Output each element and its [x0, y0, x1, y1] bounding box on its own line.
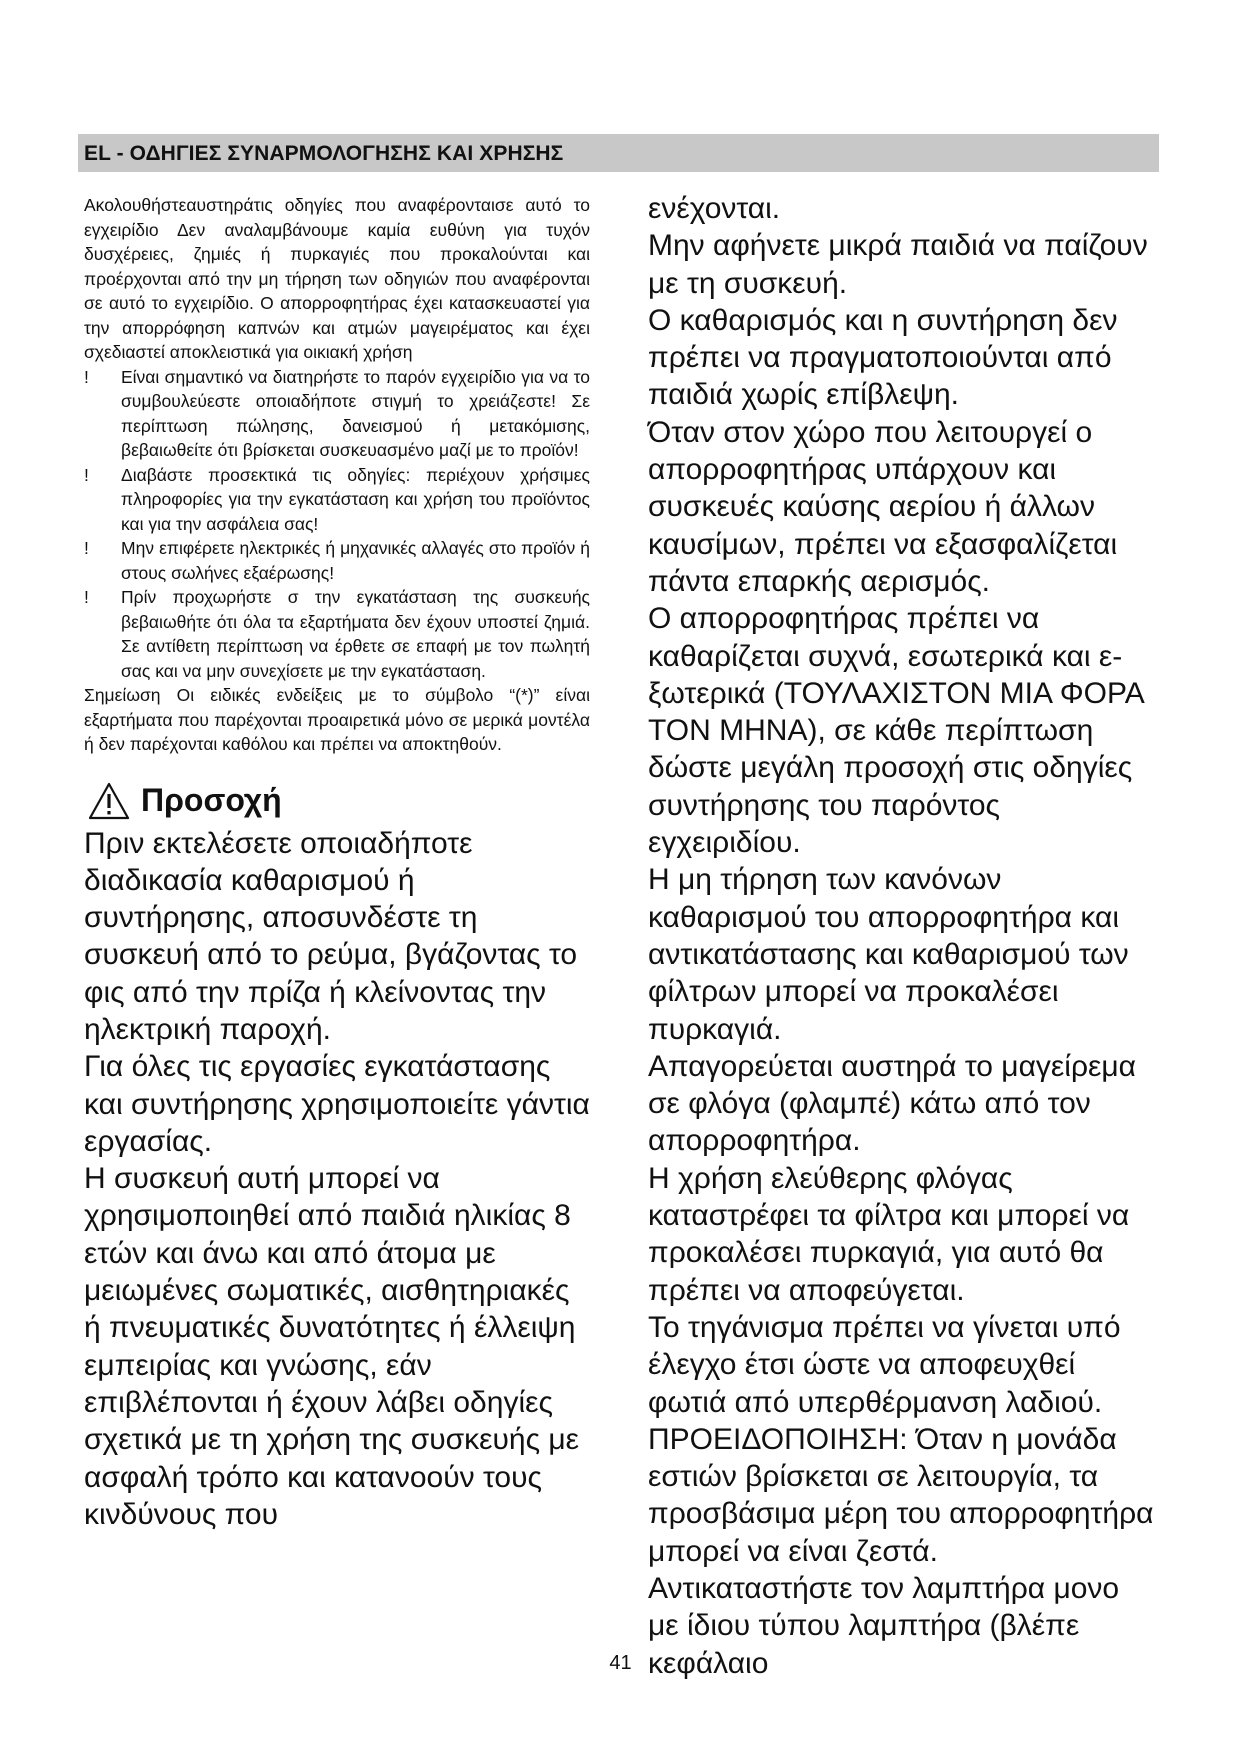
- caution-paragraph: Για όλες τις εργασίες εγκατάστασης και συντήρησης χρησιμοποιείτε γάντια εργασίας.: [84, 1050, 590, 1158]
- safety-paragraph: Απαγορεύεται αυστηρά το μαγείρεμα σε φλόγα (φλαμπέ) κάτω από τον απορροφητήρα.: [648, 1049, 1137, 1158]
- safety-paragraph: Μην αφήνετε μικρά παιδιά να παίζουν με τη συσκευή.: [648, 229, 1148, 300]
- section-title: EL - ΟΔΗΓΙΕΣ ΣΥΝΑΡΜΟΛΟΓΗΣΗΣ ΚΑΙ ΧΡΗΣΗΣ: [84, 142, 564, 165]
- section-header: [78, 134, 1159, 172]
- exclamation-marker: !: [84, 366, 89, 387]
- safety-paragraph: ΠΡΟΕΙΔΟΠΟΙΗΣΗ: Όταν η μονάδα εστιών βρίσκεται σε λειτουργία, τα προσβάσιμα μέρη του απορροφητήρα μπορεί να είναι ζεστά.: [648, 1422, 1154, 1568]
- safety-paragraph: Ο απορροφητήρας πρέπει να καθαρίζεται συχνά, εσωτερικά και ε-ξωτερικά (ΤΟΥΛΑΧΙΣΤΟΝ ΜΙΑ ΦΟΡΑ ΤΟΝ ΜΗΝΑ), σε κάθε περίπτωση δώστε μεγάλη προσοχή στις οδηγίες συντήρησης του παρόντος εγχειριδίου.: [648, 602, 1144, 860]
- list-item-text: Διαβάστε προσεκτικά τις οδηγίες: περιέχουν χρήσιμες πληροφορίες για την εγκατάσταση και χρήση του προϊόντος και για την ασφάλεια σας!: [121, 464, 590, 534]
- list-item: [84, 585, 590, 683]
- safety-paragraph: Το τηγάνισμα πρέπει να γίνεται υπό έλεγχο έτσι ώστε να αποφευχθεί φωτιά από υπερθέρμανση λαδιού.: [648, 1310, 1121, 1419]
- caution-paragraph: Η συσκευή αυτή μπορεί να χρησιμοποιηθεί από παιδιά ηλικίας 8 ετών και άνω και από άτομα με μειωμένες σωματικές, αισθητηριακές ή πνευματικές δυνατότητες ή έλλειψη εμπειρίας και γνώσης, εάν επιβλέπονται ή έχουν λάβει οδηγίες σχετικά με τη χρήση της συσκευής με ασφαλή τρόπο και κατανοούν τους κινδύνους που: [84, 1162, 580, 1531]
- caution-paragraph: Πριν εκτελέσετε οποιαδήποτε διαδικασία καθαρισμού ή συντήρησης, αποσυνδέστε τη συσκευή από το ρεύμα, βγάζοντας το φις από την πρίζα ή κλείνοντας την ηλεκτρική παροχή.: [84, 826, 578, 1046]
- warning-triangle-icon: [87, 781, 131, 821]
- list-item: [84, 536, 590, 585]
- safety-paragraph: Η χρήση ελεύθερης φλόγας καταστρέφει τα φίλτρα και μπορεί να προκαλέσει πυρκαγιά, για αυτό θα πρέπει να αποφεύγεται.: [648, 1161, 1130, 1307]
- exclamation-marker: !: [84, 464, 89, 485]
- safety-paragraph: Όταν στον χώρο που λειτουργεί ο απορροφητήρας υπάρχουν και συσκευές καύσης αερίου ή άλλων καυσίμων, πρέπει να εξασφαλίζεται πάντα επαρκής αερισμός.: [648, 415, 1118, 598]
- safety-paragraph: ενέχονται.: [648, 192, 781, 225]
- list-item-text: Μην επιφέρετε ηλεκτρικές ή μηχανικές αλλαγές στο προϊόν ή στους σωλήνες εξαέρωσης!: [121, 538, 590, 583]
- warning-list: [84, 365, 590, 684]
- safety-paragraph: Αντικαταστήστε τον λαμπτήρα μονο με ίδιου τύπου λαμπτήρα (βλέπε κεφάλαιο: [648, 1571, 1120, 1680]
- note-paragraph: Σημείωση Οι ειδικές ενδείξεις με το σύμβολο “(*)” είναι εξαρτήματα που παρέχονται προαιρετικά μόνο σε μερικά μοντέλα ή δεν παρέχονται καθόλου και πρέπει να αποκτηθούν.: [84, 685, 590, 754]
- left-column: [84, 193, 590, 1533]
- exclamation-marker: !: [84, 538, 89, 558]
- safety-paragraph: Η μη τήρηση των κανόνων καθαρισμού του απορροφητήρα και αντικατάστασης και καθαρισμού των φίλτρων μπορεί να προκαλέσει πυρκαγιά.: [648, 863, 1129, 1046]
- safety-paragraph: Ο καθαρισμός και η συντήρηση δεν πρέπει να πραγματοποιούνται από παιδιά χωρίς επίβλεψη.: [648, 303, 1118, 412]
- caution-title: Προσοχή: [141, 782, 282, 818]
- exclamation-marker: !: [84, 587, 89, 607]
- list-item-text: Πρίν προχωρήστε σ την εγκατάσταση της συσκευής βεβαιωθήτε ότι όλα τα εξαρτήματα δεν έχουν υποστεί ζημιά. Σε αντίθετη περίπτωση να έρθετε σε επαφή με τον πωλητή σας και να μην συνεχίσετε με την εγκατάσταση.: [121, 587, 590, 681]
- list-item: [84, 365, 590, 463]
- right-column: [648, 190, 1158, 1682]
- page-number: 41: [609, 1652, 632, 1674]
- intro-paragraph: Ακολουθήστεαυστηράτις οδηγίες που αναφέρονταισε αυτό το εγχειρίδιο Δεν αναλαμβάνουμε καμία ευθύνη για τυχόν δυσχέρειες, ζημιές ή πυρκαγιές που προκαλούνται και προέρχονται από την μη τήρηση των οδηγιών που αναφέρονται σε αυτό το εγχειρίδιο. Ο απορροφητήρας έχει κατασκευαστεί για την απορρόφηση καπνών και ατμών μαγειρέματος και έχει σχεδιαστεί αποκλειστικά για οικιακή χρήση: [84, 195, 590, 362]
- list-item-text: Είναι σημαντικό να διατηρήστε το παρόν εγχειρίδιο για να το συμβουλεύεστε οποιαδήποτε στιγμή το χρειάζεστε! Σε περίπτωση πώλησης, δανεισμού ή μετακόμισης, βεβαιωθείτε ότι βρίσκεται συσκευασμένο μαζί με το προϊόν!: [121, 366, 590, 460]
- list-item: [84, 463, 590, 537]
- caution-heading: [84, 777, 590, 825]
